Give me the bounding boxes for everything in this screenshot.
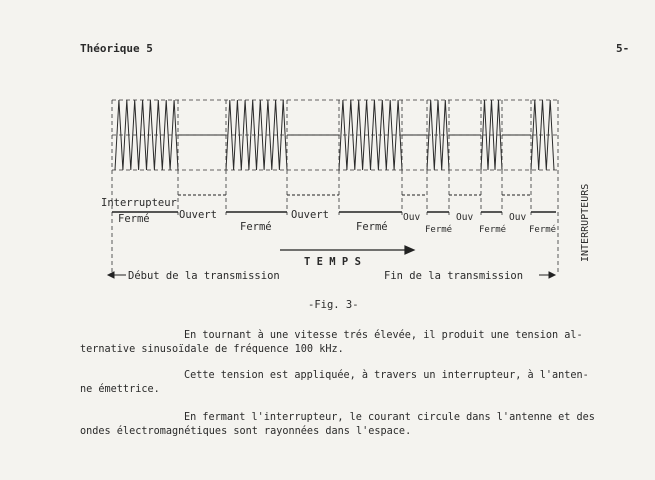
time-arrow — [280, 246, 414, 254]
state-label-closed-6: Fermé — [529, 225, 557, 235]
end-of-transmission-label: Fin de la transmission — [384, 270, 524, 282]
end-arrow — [539, 272, 555, 278]
state-dividers — [112, 100, 531, 275]
paragraph-2-line-2: ne émettrice. — [80, 384, 160, 395]
state-label-open-4: Ouv — [456, 212, 474, 223]
state-label-closed-2: Fermé — [240, 221, 272, 233]
paragraph-3-line-1: En fermant l'interrupteur, le courant circule dans l'antenne et des — [184, 412, 595, 423]
start-arrow — [108, 272, 126, 278]
paragraph-1-line-1: En tournant à une vitesse trés élevée, il produit une tension al- — [184, 330, 583, 341]
state-label-open-1: Ouvert — [179, 209, 217, 221]
state-label-open-2: Ouvert — [291, 209, 329, 221]
paragraph-3-line-2: ondes électromagnétiques sont rayonnées dans l'espace. — [80, 426, 412, 437]
switch-label: Interrupteur — [101, 197, 177, 209]
start-of-transmission-label: Début de la transmission — [128, 270, 280, 282]
paragraph-2-line-1: Cette tension est appliquée, à travers un interrupteur, à l'anten- — [184, 370, 589, 381]
state-label-open-5: Ouv — [509, 212, 527, 223]
state-label-closed-3: Fermé — [356, 221, 388, 233]
paragraph-1-line-2: ternative sinusoïdale de fréquence 100 kHz. — [80, 344, 344, 355]
envelope-guides — [112, 100, 558, 275]
switches-side-label: INTERRUPTEURS — [580, 183, 591, 262]
state-label-closed-5: Fermé — [479, 225, 507, 235]
state-label-closed-1: Fermé — [118, 213, 150, 225]
figure-caption: -Fig. 3- — [308, 299, 359, 311]
page-number: 5- — [616, 42, 630, 55]
time-axis-label: T E M P S — [304, 256, 361, 268]
state-label-open-3: Ouv — [403, 212, 421, 223]
page-header-title: Théorique 5 — [80, 42, 153, 55]
state-label-closed-4: Fermé — [425, 225, 453, 235]
sinusoid-bursts — [115, 100, 554, 170]
sinusoid-burst-2 — [226, 100, 287, 170]
